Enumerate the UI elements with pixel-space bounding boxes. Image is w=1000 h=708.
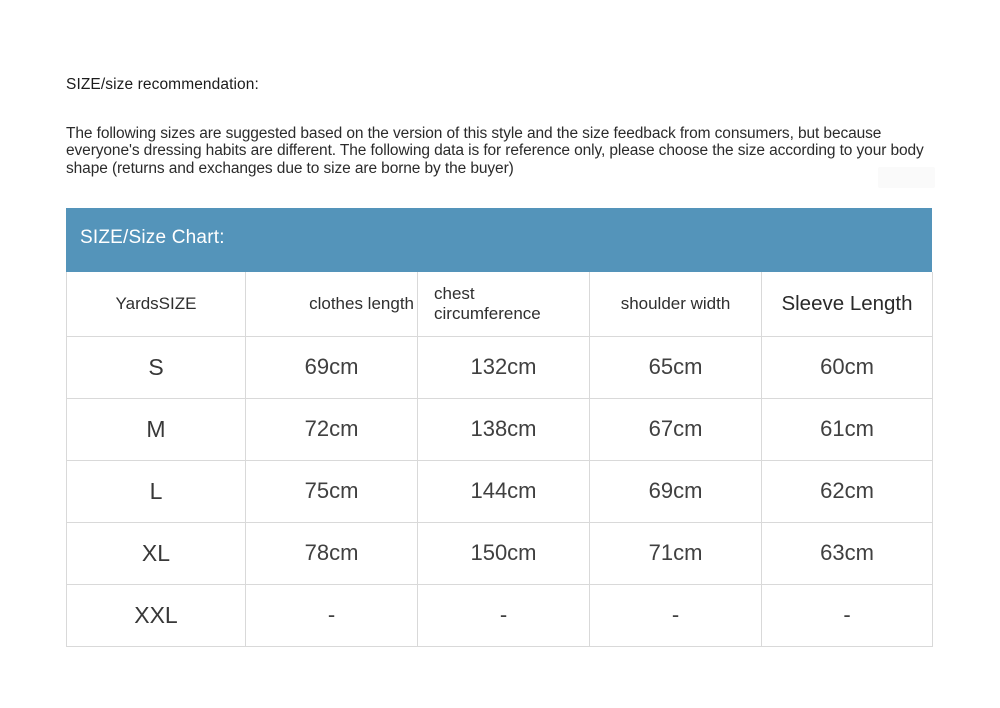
size-chart-table	[66, 272, 933, 647]
chest-circumference-value: 138cm	[418, 398, 590, 460]
column-header-sleeve-length: Sleeve Length	[762, 272, 933, 336]
shoulder-width-value: -	[590, 584, 762, 646]
column-header-chest-circumference: chest circumference	[418, 272, 590, 336]
chest-circumference-value: 150cm	[418, 522, 590, 584]
column-header-size: YardsSIZE	[67, 272, 246, 336]
column-header-shoulder-width: shoulder width	[590, 272, 762, 336]
clothes-length-value: -	[246, 584, 418, 646]
column-header-clothes-length: clothes length	[246, 272, 418, 336]
sleeve-length-value: 62cm	[762, 460, 933, 522]
watermark-smudge	[878, 167, 935, 188]
chest-circumference-value: 144cm	[418, 460, 590, 522]
shoulder-width-value: 67cm	[590, 398, 762, 460]
size-chart-title: SIZE/Size Chart:	[80, 227, 225, 248]
sleeve-length-value: -	[762, 584, 933, 646]
sleeve-length-value: 60cm	[762, 336, 933, 398]
page-title: SIZE/size recommendation:	[66, 76, 259, 93]
clothes-length-value: 69cm	[246, 336, 418, 398]
size-label: XXL	[67, 584, 246, 646]
table-row-m	[67, 398, 933, 460]
clothes-length-value: 75cm	[246, 460, 418, 522]
table-header-row	[67, 272, 933, 336]
size-label: XL	[67, 522, 246, 584]
table-row-xxl	[67, 584, 933, 646]
table-row-l	[67, 460, 933, 522]
size-label: L	[67, 460, 246, 522]
table-row-xl	[67, 522, 933, 584]
sleeve-length-value: 63cm	[762, 522, 933, 584]
size-label: M	[67, 398, 246, 460]
sleeve-length-value: 61cm	[762, 398, 933, 460]
clothes-length-value: 78cm	[246, 522, 418, 584]
clothes-length-value: 72cm	[246, 398, 418, 460]
size-chart-title-bar	[66, 208, 932, 272]
size-recommendation-description: The following sizes are suggested based on the version of this style and the size feedback from consumers, but because everyone's dressing habits are different. The following data is for reference only, please choose the size according to your body shape (returns and exchanges due to size are borne by the buyer)	[66, 125, 924, 177]
shoulder-width-value: 71cm	[590, 522, 762, 584]
shoulder-width-value: 65cm	[590, 336, 762, 398]
size-label: S	[67, 336, 246, 398]
chest-circumference-value: 132cm	[418, 336, 590, 398]
shoulder-width-value: 69cm	[590, 460, 762, 522]
chest-circumference-value: -	[418, 584, 590, 646]
table-row-s	[67, 336, 933, 398]
